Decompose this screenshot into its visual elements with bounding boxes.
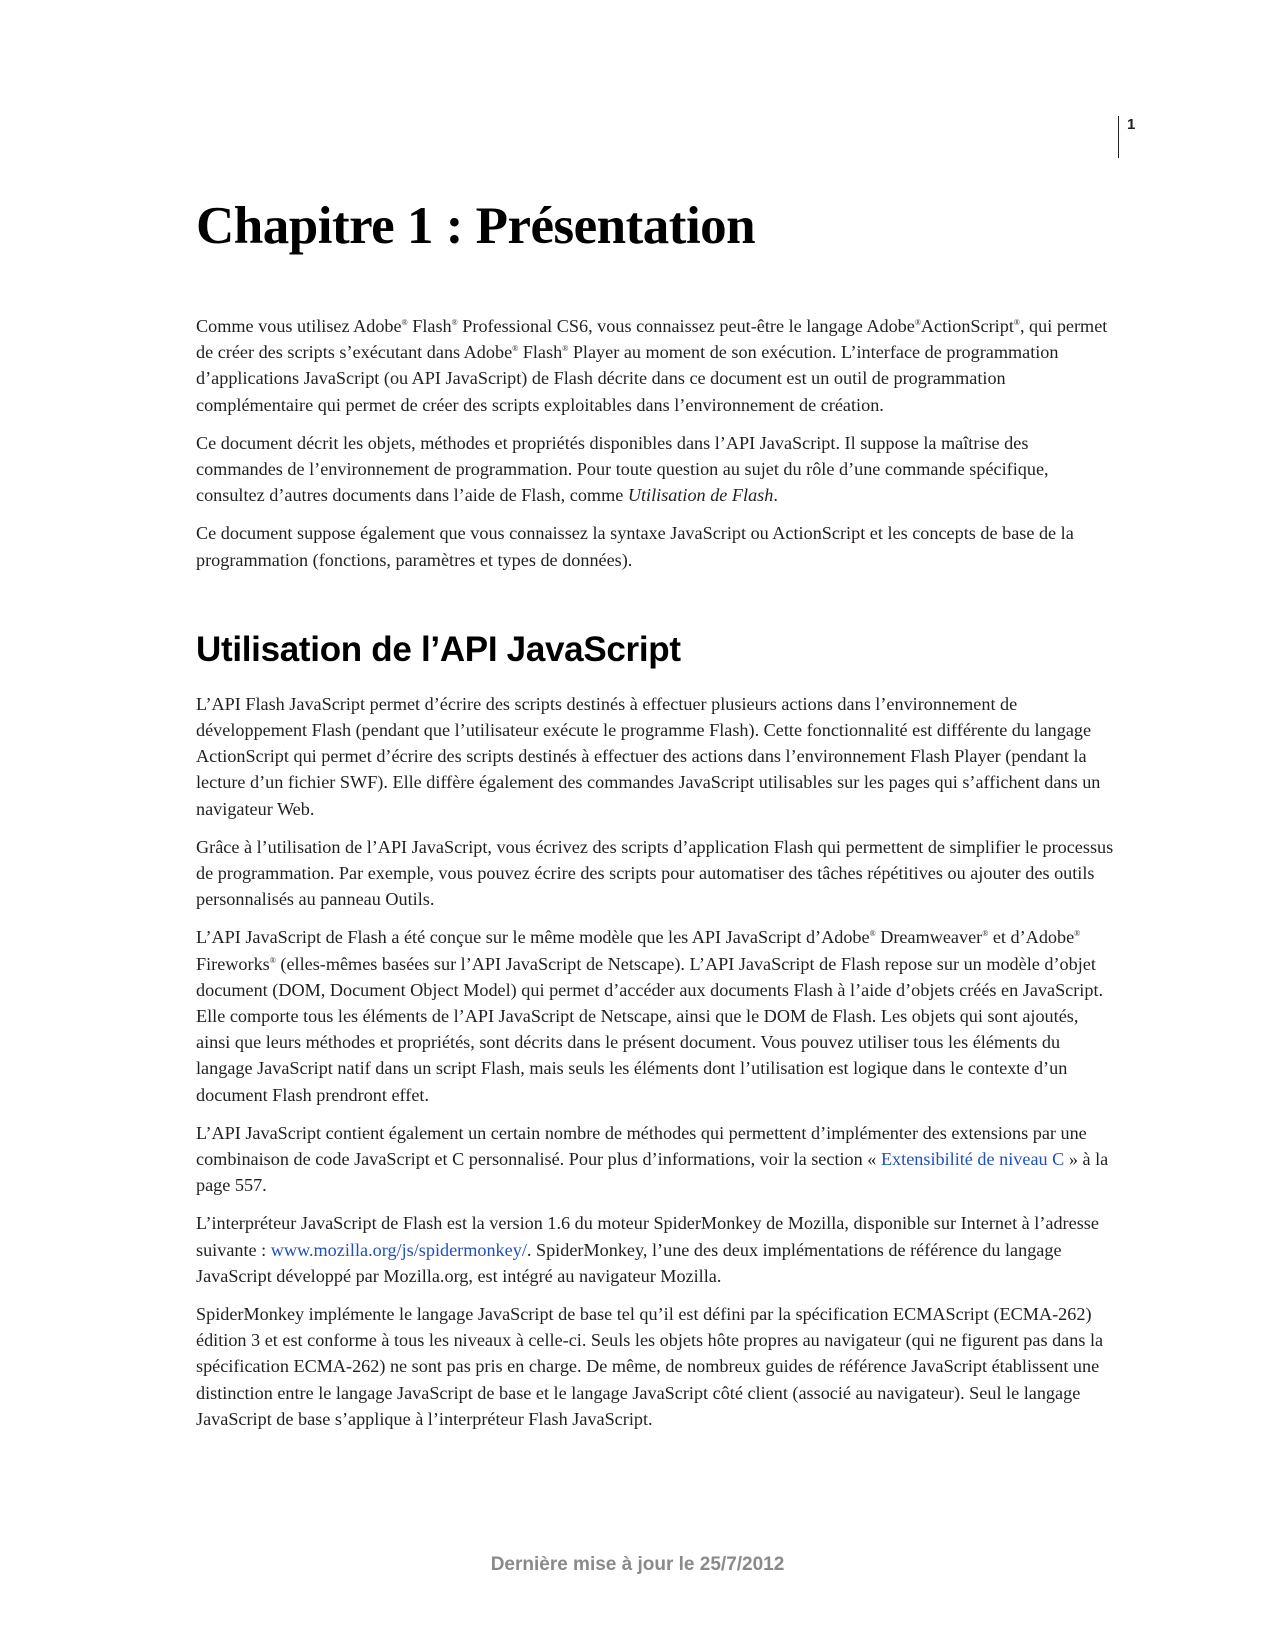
registered-mark: ® — [512, 344, 519, 354]
registered-mark: ® — [869, 929, 876, 939]
footer-last-updated: Dernière mise à jour le 25/7/2012 — [490, 1554, 785, 1575]
text: L’API JavaScript contient également un certain nombre de méthodes qui permettent d’implémenter des extensions par une combinaison de code JavaScript et C personnalisé. Pour plus d’informations, voir la section « — [196, 1122, 1087, 1170]
section-paragraph-6: SpiderMonkey implémente le langage JavaScript de base tel qu’il est défini par la spécification ECMAScript (ECMA-262) édition 3 et est conforme à tous les niveaux à celle-ci. Seuls les objets hôte propres au navigateur (qui ne figurent pas dans la spécification ECMA-262) ne sont pas pris en charge. De même, de nombreux guides de référence JavaScript établissent une distinction entre le langage JavaScript de base et le langage JavaScript côté client (associé au navigateur). Seul le langage JavaScript de base s’applique à l’interpréteur Flash JavaScript. — [196, 1304, 1104, 1429]
text: L’API JavaScript de Flash a été conçue sur le même modèle que les API JavaScript d’Adobe — [196, 927, 870, 948]
registered-mark: ® — [914, 317, 921, 327]
text: Flash — [407, 315, 452, 336]
section-title: Utilisation de l’API JavaScript — [196, 629, 681, 669]
text: , qui permet de créer des scripts s’exécutant dans Adobe — [196, 315, 1108, 363]
registered-mark: ® — [562, 344, 569, 354]
link-extensibilite-niveau-c[interactable]: Extensibilité de niveau C — [880, 1149, 1065, 1170]
registered-mark: ® — [1013, 317, 1020, 327]
text: Player au moment de son exécution. L’interface de programmation d’applications JavaScript (ou API JavaScript) de Flash décrite dans ce document est un outil de programmation complémentaire qui permet de créer des scripts exploitables dans l’environnement de création. — [196, 342, 1059, 415]
registered-mark: ® — [1074, 929, 1081, 939]
text: . SpiderMonkey, l’une des deux implémentations de référence du langage JavaScript développé par Mozilla.org, est intégré au navigateur Mozilla. — [196, 1239, 1062, 1286]
registered-mark: ® — [401, 317, 408, 327]
registered-mark: ® — [451, 317, 458, 327]
intro-paragraph-3: Ce document suppose également que vous connaissez la syntaxe JavaScript ou ActionScript et les concepts de base de la programmation (fonctions, paramètres et types de données). — [196, 523, 1074, 570]
text: . — [773, 485, 778, 506]
text: (elles-mêmes basées sur l’API JavaScript de Netscape). L’API JavaScript de Flash repose sur un modèle d’objet document (DOM, Document Object Model) qui permet d’accéder aux documents Flash à l’aide d’objets créés en JavaScript. Elle comporte tous les éléments de l’API JavaScript de Netscape, ainsi que le DOM de Flash. Les objets qui sont ajoutés, ainsi que leurs méthodes et propriétés, sont décrits dans le présent document. Vous pouvez utiliser tous les éléments du langage JavaScript natif dans un script Flash, mais seuls les éléments dont l’utilisation est logique dans le contexte d’un document Flash prendront effet. — [196, 953, 1104, 1105]
text: Professional CS6, vous connaissez peut-être le langage Adobe — [457, 315, 915, 336]
registered-mark: ® — [982, 929, 989, 939]
chapter-title: Chapitre 1 : Présentation — [196, 197, 756, 255]
text: ActionScript — [920, 315, 1014, 336]
text: » à la page 557. — [196, 1149, 1109, 1196]
text: Dreamweaver — [875, 927, 983, 948]
section-paragraph-5 — [196, 1210, 1116, 1289]
page-number-rule — [1118, 116, 1119, 158]
section-paragraph-2: Grâce à l’utilisation de l’API JavaScript, vous écrivez des scripts d’application Flash qui permettent de simplifier le processus de programmation. Par exemple, vous pouvez écrire des scripts pour automatiser des tâches répétitives ou ajouter des outils personnalisés au panneau Outils. — [196, 836, 1114, 910]
registered-mark: ® — [269, 955, 276, 965]
text: et d’Adobe — [988, 927, 1075, 948]
book-title: Utilisation de Flash — [627, 485, 774, 506]
page-number: 1 — [1127, 116, 1136, 133]
text: Comme vous utilisez Adobe — [196, 315, 402, 336]
section-paragraph-3 — [196, 924, 1116, 1107]
section-paragraph-4 — [196, 1120, 1116, 1199]
link-spidermonkey[interactable]: www.mozilla.org/js/spidermonkey/ — [270, 1239, 527, 1260]
text: Fireworks — [196, 953, 270, 974]
section-paragraph-1: L’API Flash JavaScript permet d’écrire des scripts destinés à effectuer plusieurs actions dans l’environnement de développement Flash (pendant que l’utilisateur exécute le programme Flash). Cette fonctionnalité est différente du langage ActionScript qui permet d’écrire des scripts destinés à effectuer des actions dans l’environnement Flash Player (pendant la lecture d’un fichier SWF). Elle diffère également des commandes JavaScript utilisables sur les pages qui s’affichent dans un navigateur Web. — [196, 693, 1101, 819]
intro-paragraph-1 — [196, 313, 1116, 418]
text: Ce document décrit les objets, méthodes et propriétés disponibles dans l’API JavaScript. Il suppose la maîtrise des commandes de l’environnement de programmation. Pour toute question au sujet du rôle d’une commande spécifique, consultez d’autres documents dans l’aide de Flash, comme — [196, 432, 1049, 506]
text: L’interpréteur JavaScript de Flash est la version 1.6 du moteur SpiderMonkey de Mozilla, disponible sur Internet à l’adresse suivante : — [196, 1213, 1099, 1260]
text: Flash — [518, 342, 563, 363]
document-body — [196, 196, 1116, 1444]
intro-paragraph-2 — [196, 430, 1116, 509]
